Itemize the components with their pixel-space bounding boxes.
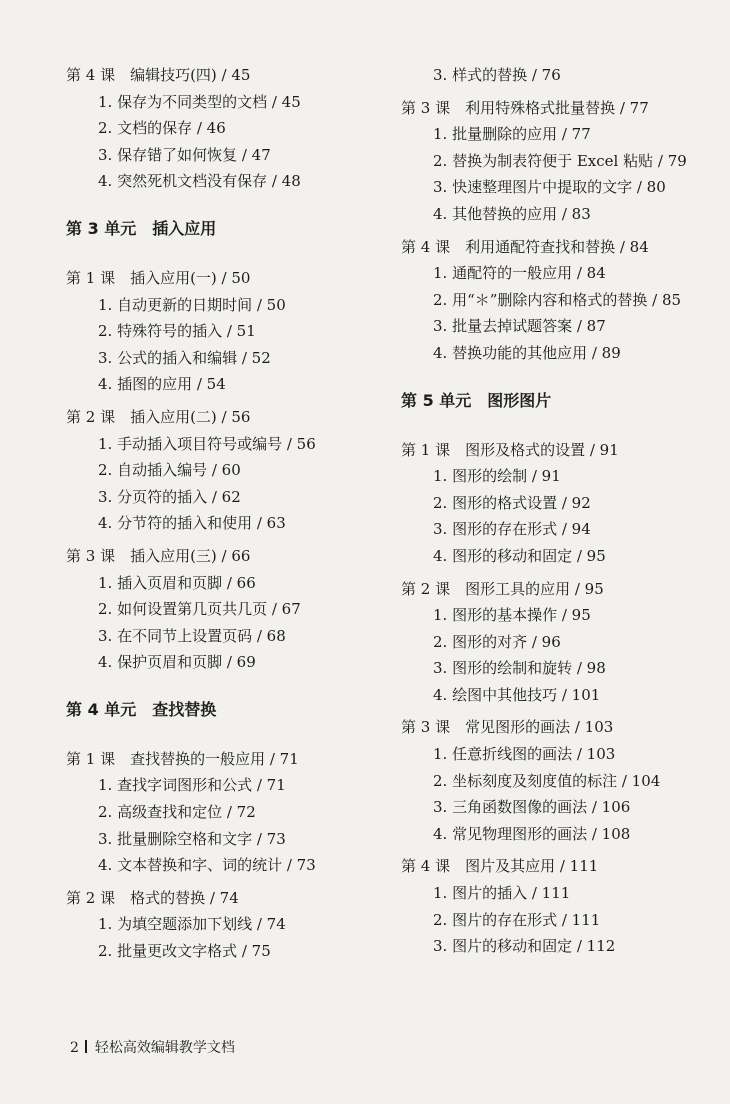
toc-entry: 1. 通配符的一般应用 / 84 xyxy=(433,264,606,283)
toc-entry: 2. 图片的存在形式 / 111 xyxy=(433,910,601,929)
page-number: 2 xyxy=(70,1040,79,1056)
toc-entry: 4. 插图的应用 / 54 xyxy=(98,375,226,394)
toc-entry: 1. 保存为不同类型的文档 / 45 xyxy=(98,92,301,111)
toc-entry: 4. 替换功能的其他应用 / 89 xyxy=(433,343,621,362)
lesson-heading: 第 3 课 插入应用(三) / 66 xyxy=(66,546,251,565)
toc-entry: 2. 特殊符号的插入 / 51 xyxy=(98,322,256,341)
lesson-heading: 第 2 课 图形工具的应用 / 95 xyxy=(401,579,604,598)
toc-entry: 4. 常见物理图形的画法 / 108 xyxy=(433,824,631,843)
toc-entry: 3. 分页符的插入 / 62 xyxy=(98,487,241,506)
toc-entry: 2. 用“＊”删除内容和格式的替换 / 85 xyxy=(433,290,682,309)
toc-entry: 3. 图形的绘制和旋转 / 98 xyxy=(433,659,606,678)
unit-heading: 第 5 单元 图形图片 xyxy=(401,390,552,410)
toc-left-column xyxy=(66,62,386,965)
toc-entry: 1. 图形的绘制 / 91 xyxy=(433,467,561,486)
unit-heading: 第 3 单元 插入应用 xyxy=(66,218,217,238)
toc-entry: 1. 插入页眉和页脚 / 66 xyxy=(98,573,256,592)
lesson-heading: 第 2 课 插入应用(二) / 56 xyxy=(66,407,251,426)
toc-entry: 4. 图形的移动和固定 / 95 xyxy=(433,546,606,565)
toc-entry: 3. 图片的移动和固定 / 112 xyxy=(433,937,616,956)
toc-entry: 4. 绘图中其他技巧 / 101 xyxy=(433,685,601,704)
lesson-heading: 第 3 课 利用特殊格式批量替换 / 77 xyxy=(401,98,649,117)
toc-entry: 2. 高级查找和定位 / 72 xyxy=(98,803,256,822)
toc-entry: 3. 快速整理图片中提取的文字 / 80 xyxy=(433,178,666,197)
lesson-heading: 第 4 课 编辑技巧(四) / 45 xyxy=(66,66,251,84)
toc-entry: 1. 查找字词图形和公式 / 71 xyxy=(98,776,286,795)
lesson-heading: 第 1 课 图形及格式的设置 / 91 xyxy=(401,440,619,459)
lesson-heading: 第 3 课 常见图形的画法 / 103 xyxy=(401,718,614,737)
toc-entry: 2. 批量更改文字格式 / 75 xyxy=(98,942,271,961)
lesson-heading: 第 4 课 图片及其应用 / 111 xyxy=(401,857,599,876)
toc-entry: 4. 保护页眉和页脚 / 69 xyxy=(98,653,256,672)
toc-entry: 1. 手动插入项目符号或编号 / 56 xyxy=(98,434,316,453)
toc-entry: 3. 在不同节上设置页码 / 68 xyxy=(98,626,286,645)
toc-entry: 4. 突然死机文档没有保存 / 48 xyxy=(98,172,301,191)
page-footer xyxy=(70,1038,235,1058)
toc-entry: 1. 图片的插入 / 111 xyxy=(433,884,571,903)
toc-entry: 2. 如何设置第几页共几页 / 67 xyxy=(98,600,301,619)
toc-entry: 1. 图形的基本操作 / 95 xyxy=(433,606,591,625)
toc-entry: 1. 批量删除的应用 / 77 xyxy=(433,125,591,144)
lesson-heading: 第 1 课 查找替换的一般应用 / 71 xyxy=(66,749,299,768)
toc-entry: 2. 图形的格式设置 / 92 xyxy=(433,493,591,512)
toc-entry: 1. 为填空题添加下划线 / 74 xyxy=(98,915,286,934)
toc-entry: 3. 三角函数图像的画法 / 106 xyxy=(433,798,631,817)
toc-entry: 1. 任意折线图的画法 / 103 xyxy=(433,745,616,764)
toc-entry: 2. 自动插入编号 / 60 xyxy=(98,461,241,480)
toc-entry: 3. 批量去掉试题答案 / 87 xyxy=(433,317,606,336)
toc-entry: 2. 替换为制表符便于 Excel 粘贴 / 79 xyxy=(433,151,687,170)
lesson-heading: 第 4 课 利用通配符查找和替换 / 84 xyxy=(401,237,649,256)
book-title: 轻松高效编辑教学文档 xyxy=(94,1040,235,1056)
toc-entry: 3. 图形的存在形式 / 94 xyxy=(433,520,591,539)
toc-entry: 4. 文本替换和字、词的统计 / 73 xyxy=(98,856,316,875)
toc-entry: 2. 坐标刻度及刻度值的标注 / 104 xyxy=(433,771,661,790)
toc-entry: 4. 其他替换的应用 / 83 xyxy=(433,204,591,223)
lesson-heading: 第 2 课 格式的替换 / 74 xyxy=(66,888,239,907)
toc-entry: 4. 分节符的插入和使用 / 63 xyxy=(98,514,286,533)
toc-right-column xyxy=(401,62,721,960)
footer-divider xyxy=(85,1040,87,1053)
toc-entry: 3. 公式的插入和编辑 / 52 xyxy=(98,348,271,367)
toc-entry: 1. 自动更新的日期时间 / 50 xyxy=(98,295,286,314)
toc-entry: 2. 图形的对齐 / 96 xyxy=(433,632,561,651)
lesson-heading: 第 1 课 插入应用(一) / 50 xyxy=(66,268,251,287)
toc-entry: 3. 样式的替换 / 76 xyxy=(433,66,561,84)
toc-entry: 2. 文档的保存 / 46 xyxy=(98,119,226,138)
unit-heading: 第 4 单元 查找替换 xyxy=(66,699,217,719)
toc-entry: 3. 保存错了如何恢复 / 47 xyxy=(98,145,271,164)
toc-entry: 3. 批量删除空格和文字 / 73 xyxy=(98,829,286,848)
